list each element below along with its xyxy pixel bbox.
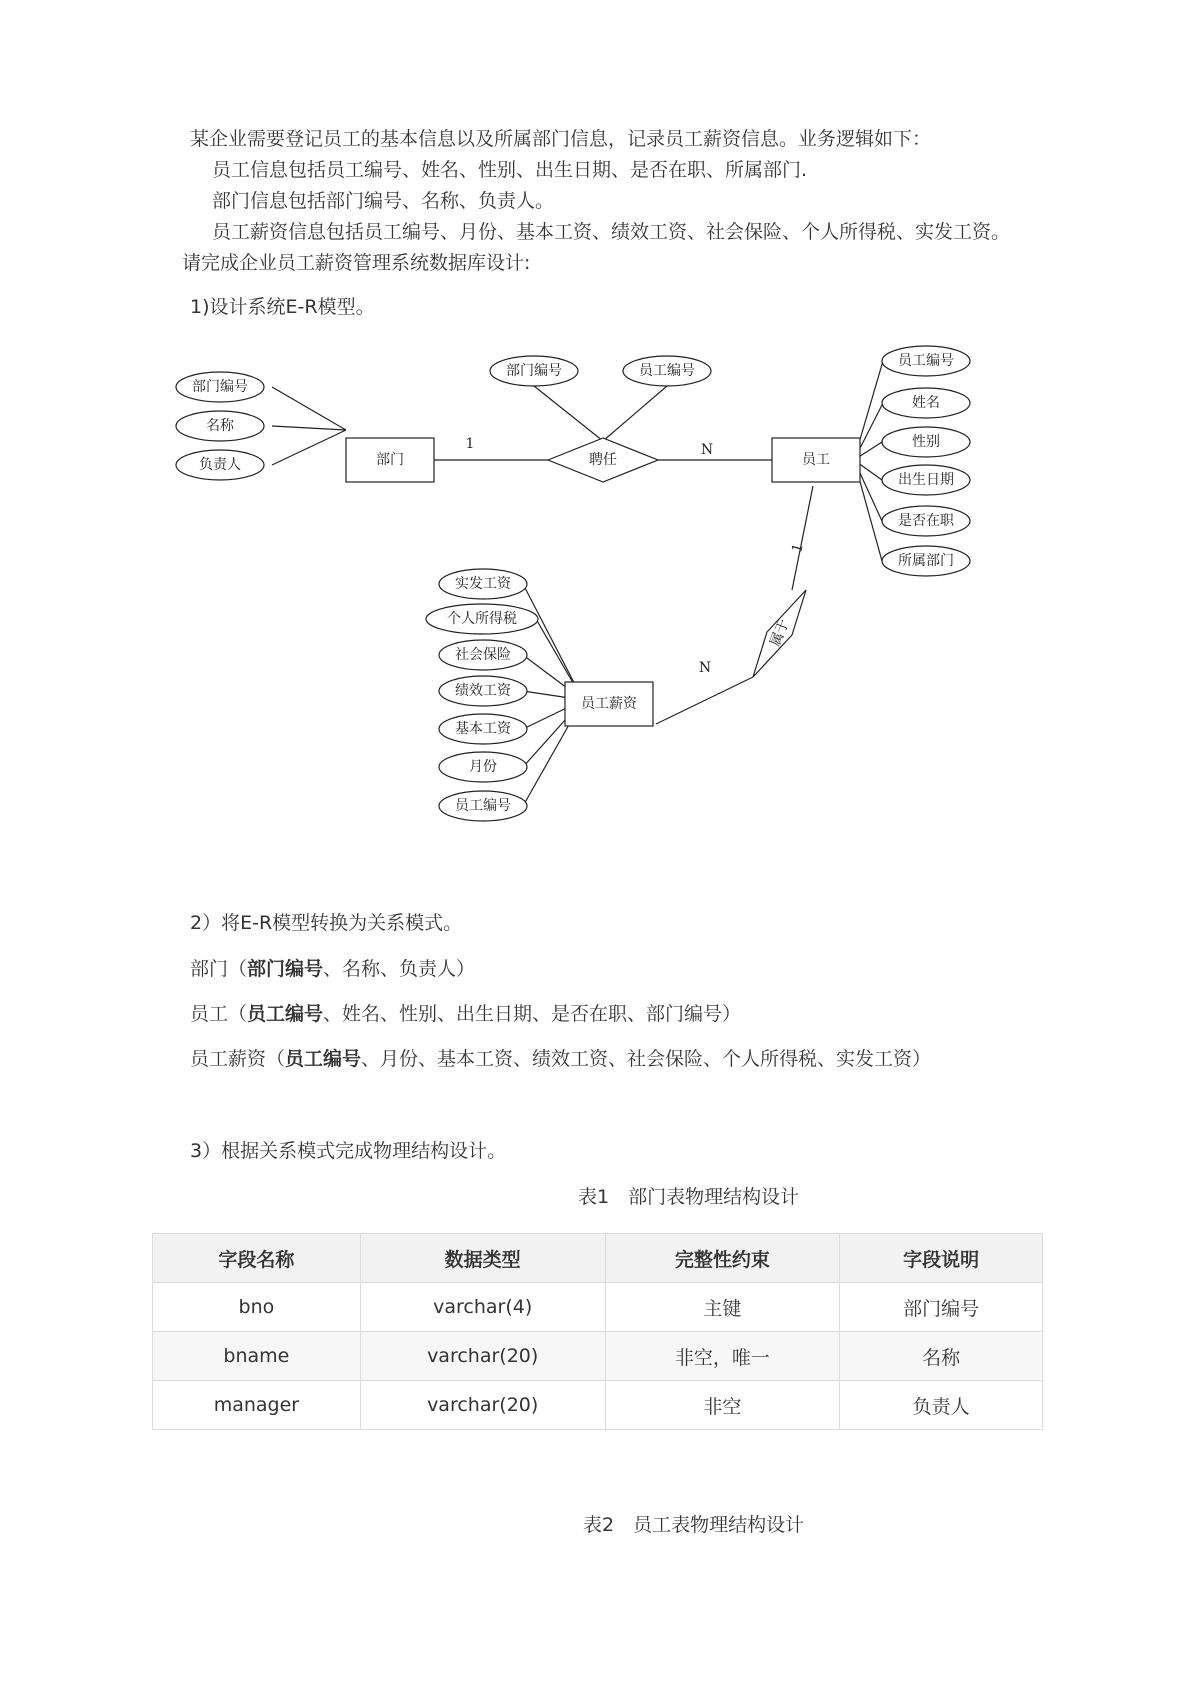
schema-salary-key: 员工编号 bbox=[285, 1048, 362, 1070]
cell: 部门编号 bbox=[840, 1283, 1043, 1332]
step-1-heading: 1)设计系统E-R模型。 bbox=[190, 296, 375, 318]
attr-emp-3-label: 性别 bbox=[912, 434, 940, 450]
table-header-row bbox=[153, 1234, 1043, 1283]
schema-dept-rest: 、名称、负责人） bbox=[323, 958, 476, 980]
intro-line-5: 请完成企业员工薪资管理系统数据库设计: bbox=[182, 252, 531, 274]
intro-line-2: 员工信息包括员工编号、姓名、性别、出生日期、是否在职、所属部门. bbox=[212, 159, 808, 181]
header-field-name: 字段名称 bbox=[153, 1234, 361, 1283]
intro-line-1: 某企业需要登记员工的基本信息以及所属部门信息，记录员工薪资信息。业务逻辑如下： bbox=[190, 128, 932, 150]
attr-salary-3-label: 社会保险 bbox=[455, 647, 511, 663]
card-belong-emp: 1 bbox=[789, 541, 807, 555]
table-row bbox=[153, 1381, 1043, 1430]
step-3-heading: 3）根据关系模式完成物理结构设计。 bbox=[190, 1140, 507, 1162]
attr-emp-4-label: 出生日期 bbox=[898, 472, 954, 488]
intro-line-4: 员工薪资信息包括员工编号、月份、基本工资、绩效工资、社会保险、个人所得税、实发工资。 bbox=[212, 221, 1011, 243]
cell: bno bbox=[153, 1283, 361, 1332]
cell: 非空 bbox=[605, 1381, 840, 1430]
cell: 负责人 bbox=[840, 1381, 1043, 1430]
schema-emp-name: 员工（ bbox=[190, 1003, 248, 1025]
intro-line-3: 部门信息包括部门编号、名称、负责人。 bbox=[212, 190, 555, 212]
attr-salary-1-label: 实发工资 bbox=[455, 576, 511, 592]
card-belong-salary: N bbox=[698, 660, 712, 676]
attr-hire-1-label: 部门编号 bbox=[506, 363, 562, 379]
schema-salary bbox=[190, 1046, 931, 1072]
schema-emp bbox=[190, 1001, 741, 1027]
schema-salary-rest: 、月份、基本工资、绩效工资、社会保险、个人所得税、实发工资） bbox=[361, 1048, 932, 1070]
attr-salary-7-label: 员工编号 bbox=[455, 798, 511, 814]
schema-dept-key: 部门编号 bbox=[247, 958, 324, 980]
er-diagram-svg bbox=[170, 330, 1010, 850]
cell: 非空，唯一 bbox=[605, 1332, 840, 1381]
header-description: 字段说明 bbox=[840, 1234, 1043, 1283]
schema-emp-rest: 、姓名、性别、出生日期、是否在职、部门编号） bbox=[323, 1003, 742, 1025]
entity-emp-label: 员工 bbox=[802, 452, 830, 468]
table-1-caption: 表1 部门表物理结构设计 bbox=[578, 1186, 800, 1208]
attr-salary-5-label: 基本工资 bbox=[455, 721, 511, 737]
attr-dept-1-label: 部门编号 bbox=[192, 379, 248, 395]
table-2-caption: 表2 员工表物理结构设计 bbox=[583, 1514, 805, 1536]
schema-dept bbox=[190, 956, 475, 982]
schema-emp-key: 员工编号 bbox=[247, 1003, 324, 1025]
table-1 bbox=[152, 1233, 1043, 1430]
attr-emp-6-label: 所属部门 bbox=[898, 553, 954, 569]
cell: varchar(20) bbox=[360, 1332, 605, 1381]
cell: 主键 bbox=[605, 1283, 840, 1332]
table-row bbox=[153, 1332, 1043, 1381]
step-2-heading: 2）将E-R模型转换为关系模式。 bbox=[190, 912, 463, 934]
schema-dept-name: 部门（ bbox=[190, 958, 248, 980]
header-data-type: 数据类型 bbox=[360, 1234, 605, 1283]
er-diagram bbox=[170, 330, 1010, 850]
relation-belong-label: 属于 bbox=[767, 617, 793, 649]
attr-salary-4-label: 绩效工资 bbox=[455, 683, 511, 699]
attr-emp-1-label: 员工编号 bbox=[898, 353, 954, 369]
cell: varchar(20) bbox=[360, 1381, 605, 1430]
attr-dept-2-label: 名称 bbox=[206, 418, 234, 434]
attr-dept-3-label: 负责人 bbox=[199, 457, 241, 473]
card-hire-emp: N bbox=[700, 442, 714, 458]
cell: manager bbox=[153, 1381, 361, 1430]
relation-hire-label: 聘任 bbox=[589, 452, 617, 468]
table-row bbox=[153, 1283, 1043, 1332]
attr-hire-2-label: 员工编号 bbox=[639, 363, 695, 379]
entity-dept-label: 部门 bbox=[376, 452, 404, 468]
cell: varchar(4) bbox=[360, 1283, 605, 1332]
attr-salary-2-label: 个人所得税 bbox=[447, 611, 517, 627]
attr-emp-2-label: 姓名 bbox=[912, 395, 940, 411]
cell: 名称 bbox=[840, 1332, 1043, 1381]
card-hire-dept: 1 bbox=[465, 436, 475, 452]
attr-salary-6-label: 月份 bbox=[469, 759, 497, 775]
header-constraint: 完整性约束 bbox=[605, 1234, 840, 1283]
entity-salary-label: 员工薪资 bbox=[581, 696, 637, 712]
schema-salary-name: 员工薪资（ bbox=[190, 1048, 286, 1070]
attr-emp-5-label: 是否在职 bbox=[898, 513, 954, 529]
cell: bname bbox=[153, 1332, 361, 1381]
